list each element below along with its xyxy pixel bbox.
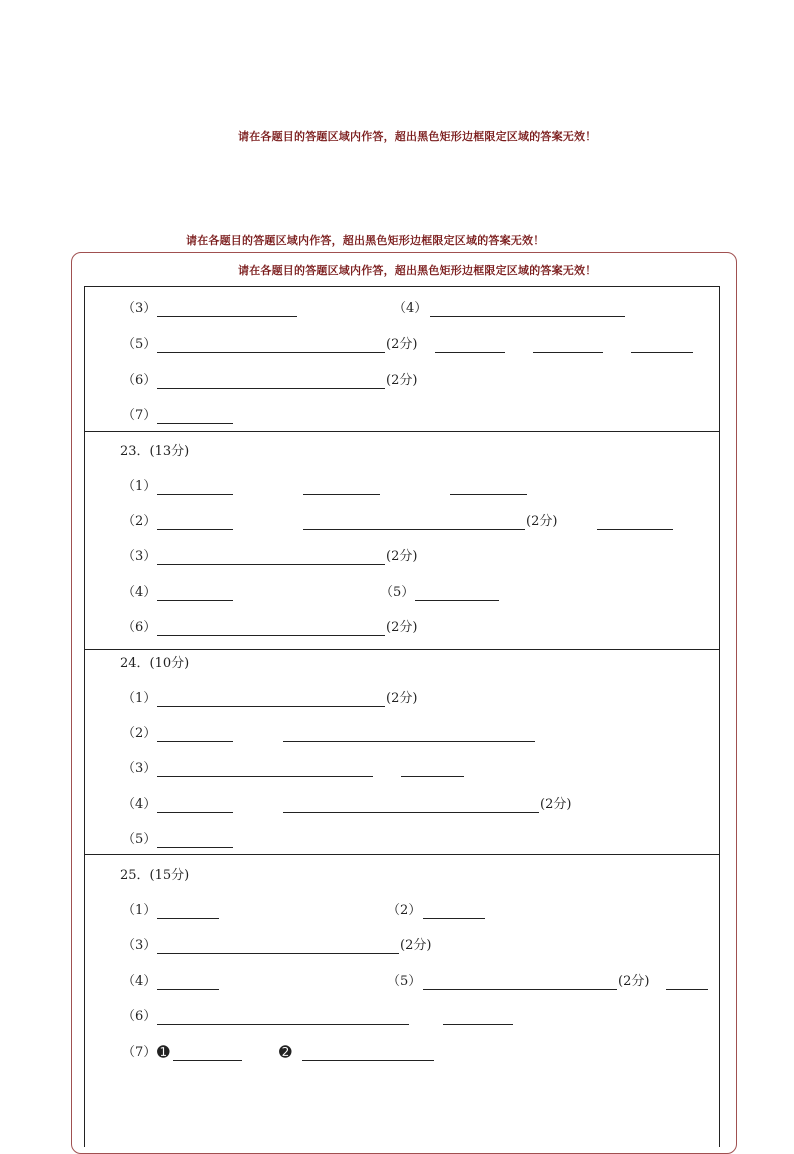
item-label: （1） — [122, 479, 157, 494]
answer-area-notice-top: 请在各题目的答题区域内作答，超出黑色矩形边框限定区域的答案无效！ — [238, 130, 597, 143]
answer-blank[interactable] — [157, 706, 385, 707]
item-label: （4） — [122, 974, 157, 989]
points-label: (2分) — [400, 938, 432, 953]
points-label: (2分) — [386, 691, 418, 706]
answer-blank[interactable] — [157, 352, 385, 353]
points-label: (2分) — [386, 620, 418, 635]
item-label: （4） — [122, 585, 157, 600]
answer-blank[interactable] — [157, 423, 233, 424]
section-divider — [84, 854, 720, 855]
item-label: （2） — [122, 726, 157, 741]
answer-sheet-inner-border — [84, 286, 720, 1147]
answer-area-notice-mid: 请在各题目的答题区域内作答，超出黑色矩形边框限定区域的答案无效！ — [186, 234, 545, 247]
item-label: （5） — [122, 337, 157, 352]
answer-blank[interactable] — [157, 741, 233, 742]
item-label: （4） — [122, 797, 157, 812]
points-label: (2分) — [386, 373, 418, 388]
section-divider — [84, 431, 720, 432]
answer-blank[interactable] — [450, 494, 527, 495]
answer-blank[interactable] — [157, 388, 385, 389]
item-label: （6） — [122, 1009, 157, 1024]
question-title: 23．(13分) — [120, 444, 190, 459]
answer-blank[interactable] — [401, 776, 464, 777]
item-label: （6） — [122, 620, 157, 635]
answer-blank[interactable] — [430, 316, 625, 317]
item-label: （7） — [122, 408, 157, 423]
answer-blank[interactable] — [303, 494, 380, 495]
answer-blank[interactable] — [173, 1060, 242, 1061]
answer-blank[interactable] — [415, 600, 499, 601]
answer-blank[interactable] — [443, 1024, 513, 1025]
answer-blank[interactable] — [423, 989, 617, 990]
item-label: （3） — [122, 938, 157, 953]
item-label: （5） — [387, 974, 422, 989]
answer-blank[interactable] — [157, 316, 297, 317]
answer-blank[interactable] — [157, 1024, 409, 1025]
section-divider — [84, 649, 720, 650]
answer-blank[interactable] — [533, 352, 603, 353]
answer-blank[interactable] — [283, 812, 539, 813]
item-label: （4） — [393, 301, 428, 316]
answer-blank[interactable] — [157, 635, 385, 636]
question-title: 25．(15分) — [120, 868, 190, 883]
circled-number-1: ➊ — [157, 1043, 170, 1061]
answer-blank[interactable] — [157, 600, 233, 601]
answer-blank[interactable] — [157, 812, 233, 813]
answer-blank[interactable] — [666, 989, 708, 990]
circled-number-2: ➋ — [279, 1043, 292, 1061]
answer-blank[interactable] — [303, 529, 525, 530]
answer-blank[interactable] — [283, 741, 535, 742]
answer-blank[interactable] — [302, 1060, 434, 1061]
points-label: (2分) — [526, 514, 558, 529]
points-label: (2分) — [386, 337, 418, 352]
answer-blank[interactable] — [435, 352, 505, 353]
answer-blank[interactable] — [157, 989, 219, 990]
item-label: （3） — [122, 549, 157, 564]
answer-blank[interactable] — [157, 564, 385, 565]
points-label: (2分) — [386, 549, 418, 564]
answer-blank[interactable] — [631, 352, 693, 353]
item-label: （5） — [122, 832, 157, 847]
points-label: (2分) — [540, 797, 572, 812]
item-label: （1） — [122, 903, 157, 918]
item-label: （5） — [380, 585, 415, 600]
answer-blank[interactable] — [157, 953, 399, 954]
item-label: （2） — [122, 514, 157, 529]
item-label: （2） — [387, 903, 422, 918]
item-label: （7） — [122, 1045, 157, 1060]
answer-blank[interactable] — [157, 847, 233, 848]
item-label: （6） — [122, 373, 157, 388]
answer-blank[interactable] — [157, 918, 219, 919]
item-label: （3） — [122, 301, 157, 316]
answer-area-notice-box: 请在各题目的答题区域内作答，超出黑色矩形边框限定区域的答案无效！ — [238, 264, 597, 277]
answer-blank[interactable] — [157, 776, 373, 777]
question-title: 24．(10分) — [120, 656, 190, 671]
answer-blank[interactable] — [597, 529, 673, 530]
answer-blank[interactable] — [423, 918, 485, 919]
points-label: (2分) — [618, 974, 650, 989]
answer-blank[interactable] — [157, 529, 233, 530]
item-label: （1） — [122, 691, 157, 706]
item-label: （3） — [122, 761, 157, 776]
answer-blank[interactable] — [157, 494, 233, 495]
